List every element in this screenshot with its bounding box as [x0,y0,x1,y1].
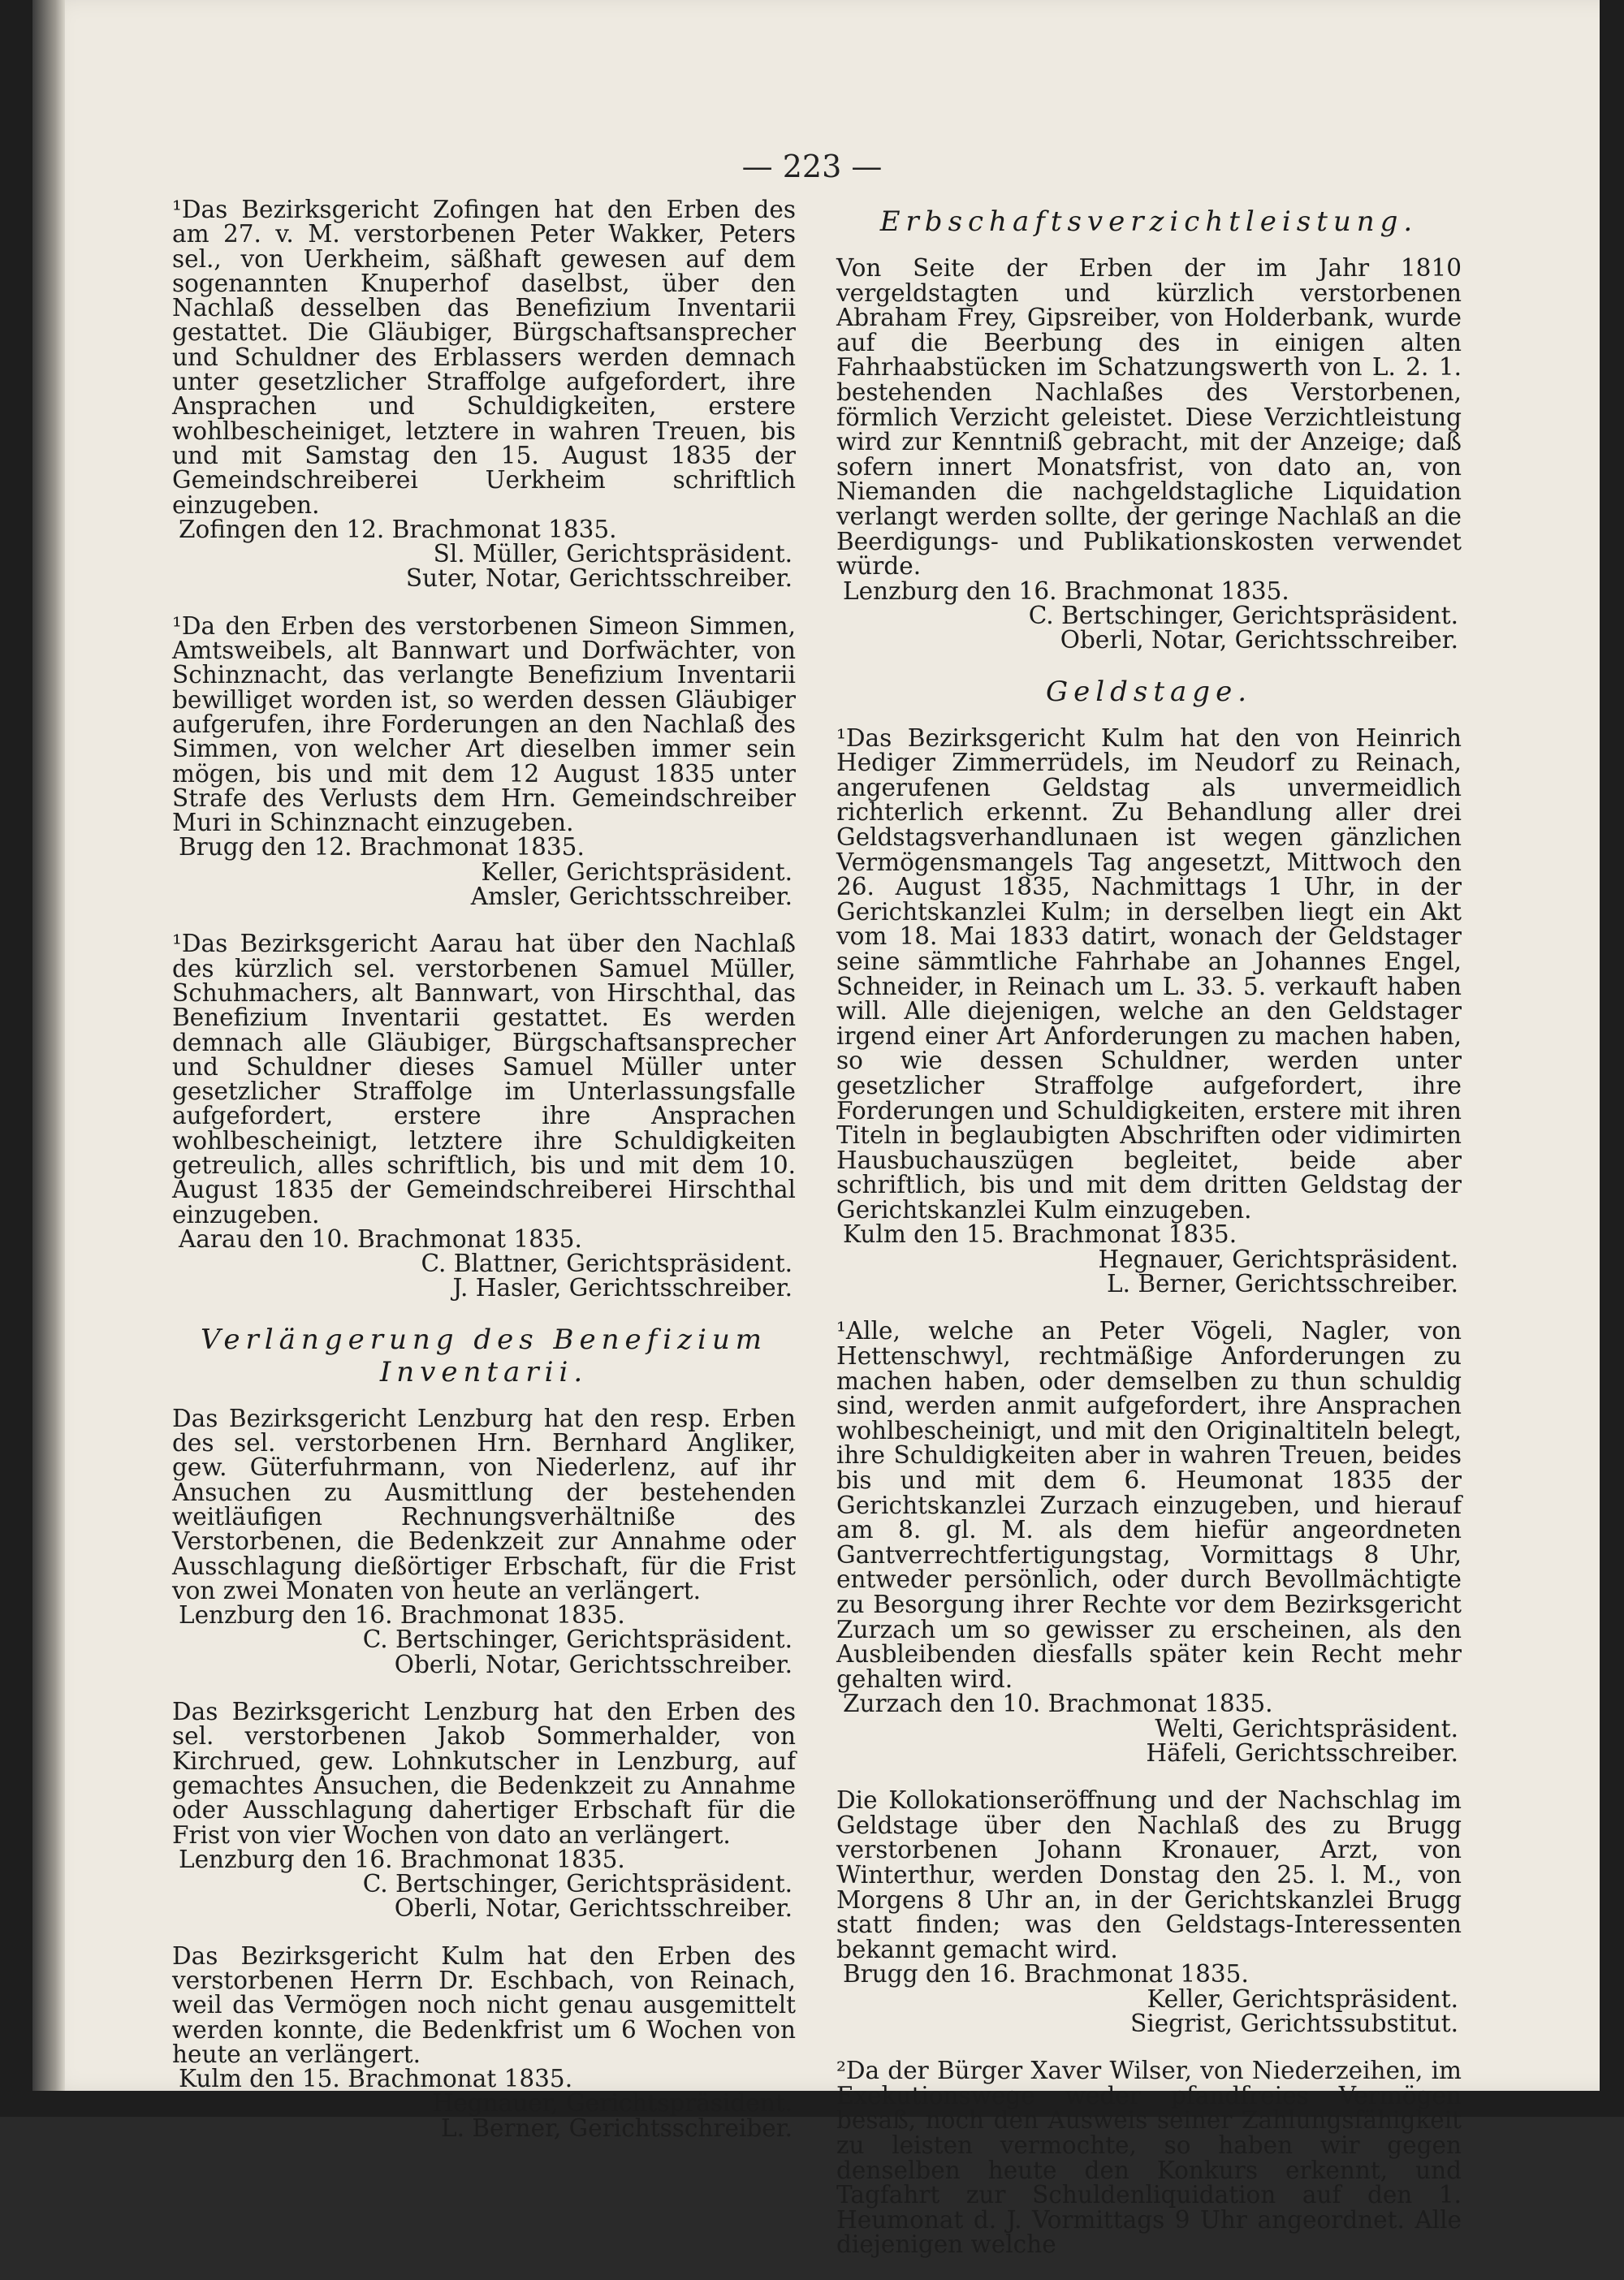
binding-gutter [32,0,65,2091]
signature-line: C. Bertschinger, Gerichtspräsident. [362,1626,793,1654]
right-column [836,197,1462,2280]
notice-brugg-simmen [172,611,796,911]
signature-line: L. Berner, Gerichtsschreiber. [1107,1270,1458,1298]
notice-dateline: Brugg den 12. Brachmonat 1835. [179,833,585,861]
notice-wilser-konkurs [836,2058,1462,2257]
notice-signatures [172,2091,796,2140]
notice-kulm-eschbach [172,1941,796,2142]
notice-body: ¹Da den Erben des verstorbenen Simeon Simmen, Amtsweibels, alt Bannwart und Dorfwächter, von Schinznacht, das verlangte Benefizium Inventarii bewilliget worden ist, so werden dessen Gläubiger aufgerufen, ihre Forderungen an den Nachlaß des Simmen, von welcher Art dieselben immer sein mögen, bis und mit dem 12 August 1835 unter Strafe des Verlusts dem Hrn. Gemeindschreiber Muri in Schinznacht einzugeben. [172,611,796,837]
signature-line: Keller, Gerichtspräsident. [481,857,793,886]
notice-lenzburg-angliker [172,1406,796,1677]
notice-signatures [836,1716,1462,1766]
notice-signatures [172,1627,796,1677]
notice-body: ²Da der Bürger Xaver Wilser, von Niederzeihen, im Exekutionswege weder pfandfreies Vermögen besaß, noch den Ausweis seiner Zahlungsfähigkeit zu leisten vermochte, so haben wir gegen denselben heute den Konkurs erkennt, und Tagfahrt zur Schuldenliquidation auf den 1. Heumonat d. J. Vormittags 9 Uhr angeordnet. Alle diejenigen welche [836,2057,1462,2259]
notice-body: Das Bezirksgericht Lenzburg hat den resp. Erben des sel. verstorbenen Hrn. Bernhard Angliker, gew. Güterfuhrmann, von Niederlenz, auf ihr Ansuchen zu Ausmittlung der bestehenden weitläufigen Rechnungsverhältniße des Verstorbenen, die Bedenkzeit zur Annahme oder Ausschlagung dießörtiger Erbschaft, für die Frist von zwei Monaten von heute an verlängert. [172,1404,796,1604]
notice-body: ¹Das Bezirksgericht Kulm hat den von Heinrich Hediger Zimmerrüdels, im Neudorf zu Reinach, angerufenen Geldstag als unvermeidlich richterlich erkennt. Zu Behandlung aller drei Geldstagsverhandlunaen ist wegen gänzlichen Vermögensmangels Tag angesetzt, Mittwoch den 26. August 1835, Nachmittags 1 Uhr, in der Gerichtskanzlei Kulm; in derselben liegt ein Akt vom 18. Mai 1833 datirt, wonach der Geldstager seine sämmtliche Fahrhabe an Johannes Engel, Schneider, in Reinach um L. 33. 5. verkauft haben will. Alle diejenigen, welche an den Geldstager irgend einer Art Anforderungen zu machen haben, so wie dessen Schuldner, werden unter gesetzlicher Straffolge aufgefordert, ihre Forderungen und Schuldigkeiten, erstere mit ihren Titeln in beglaubigten Abschriften oder vidimirten Hausbuchauszügen begleitet, beide aber schriftlich, bis und mit dem dritten Geldstag der Gerichtskanzlei Kulm einzugeben. [836,723,1462,1224]
section-heading-erbschaftsverzicht: Erbschaftsverzichtleistung. [879,205,1419,238]
notice-dateline: Kulm den 15. Brachmonat 1835. [179,2065,573,2093]
notice-signatures [836,603,1462,653]
notice-body: Von Seite der Erben der im Jahr 1810 vergeldstagten und kürzlich verstorbenen Abraham Frey, Gipsreiber, von Holderbank, wurde auf die Beerbung des in einigen alten Fahrhaabstücken im Schatzungswerth von L. 2. 1. bestehenden Nachlaßes des Verstorbenen, förmlich Verzicht geleistet. Diese Verzichtleistung wird zur Kenntniß gebracht, mit der Anzeige; daß sofern innert Monatsfrist, von dato an, von Niemanden die nachgeldstagliche Liquidation verlangt werden sollte, der geringe Nachlaß an die Beerdigungs- und Publikationskosten verwendet würde. [836,254,1462,581]
notice-brugg-kronauer [836,1788,1462,2036]
signature-line: Oberli, Notar, Gerichtsschreiber. [1060,626,1458,654]
notice-body: Das Bezirksgericht Lenzburg hat den Erben des sel. verstorbenen Jakob Sommerhalder, von Kirchrued, gew. Lohnkutscher in Lenzburg, auf gemachtes Ansuchen, die Bedenkzeit zu Annahme oder Ausschlagung dahertiger Erbschaft für die Frist von vier Wochen von dato an verlängert. [172,1698,796,1849]
notice-lenzburg-frey [836,256,1462,653]
signature-line: Hegnauer, Gerichtspräsident. [1098,1245,1458,1273]
notice-body: ¹Alle, welche an Peter Vögeli, Nagler, von Hettenschwyl, rechtmäßige Anforderungen zu machen haben, oder demselben zu thun schuldig sind, werden anmit aufgefordert, ihre Ansprachen wohlbescheinigt, und mit den Originaltiteln belegt, ihre Schuldigkeiten aber in wahren Treuen, beides bis und mit dem 6. Heumonat 1835 der Gerichtskanzlei Zurzach einzugeben, und hierauf am 8. gl. M. als dem hiefür angeordneten Gantverrechtfertigungstag, Vormittags 8 Uhr, entweder persönlich, oder durch Bevollmächtigte zu Besorgung ihrer Rechte vor dem Bezirksgericht Zurzach um so gewisser zu erscheinen, als den Ausbleibenden diesfalls später kein Recht mehr gehalten wird. [836,1317,1462,1693]
signature-line: Oberli, Notar, Gerichtsschreiber. [394,1650,793,1678]
notice-lenzburg-sommerhalder [172,1699,796,1921]
notice-dateline: Lenzburg den 16. Brachmonat 1835. [843,576,1289,605]
signature-line: Amsler, Gerichtsschreiber. [470,883,793,911]
signature-line: Oberli, Notar, Gerichtsschreiber. [394,1894,793,1923]
left-column [172,197,796,2163]
notice-signatures [172,542,796,591]
notice-zofingen [172,197,796,591]
section-heading-geldstage: Geldstage. [1046,675,1252,708]
notice-dateline: Aarau den 10. Brachmonat 1835. [179,1224,582,1253]
notice-dateline: Lenzburg den 16. Brachmonat 1835. [179,1845,625,1873]
notice-dateline: Zurzach den 10. Brachmonat 1835. [843,1690,1273,1718]
signature-line: J. Hasler, Gerichtsschreiber. [452,1274,793,1302]
notice-dateline: Kulm den 15. Brachmonat 1835. [843,1220,1237,1249]
notice-body: ¹Das Bezirksgericht Zofingen hat den Erben des am 27. v. M. verstorbenen Peter Wakker, Peters sel., von Uerkheim, säßhaft gewesen auf dem sogenannten Knuperhof daselbst, über den Nachlaß desselben das Benefizium Inventarii gestattet. Die Gläubiger, Bürgschaftsansprecher und Schuldner des Erblassers werden demnach unter gesetzlicher Straffolge aufgefordert, ihre Ansprachen und Schuldigkeiten, erstere wohlbescheiniget, letztere in wahren Treuen, bis und mit Samstag den 15. August 1835 der Gemeindschreiberei Uerkheim schriftlich einzugeben. [172,196,796,519]
notice-zurzach-voegeli [836,1319,1462,1765]
signature-line: C. Bertschinger, Gerichtspräsident. [362,1870,793,1898]
signature-line: C. Blattner, Gerichtspräsident. [421,1250,793,1278]
notice-aarau [172,931,796,1300]
signature-line: Sl. Müller, Gerichtspräsident. [433,540,793,568]
notice-body: Das Bezirksgericht Kulm hat den Erben des verstorbenen Herrn Dr. Eschbach, von Reinach, weil das Vermögen noch nicht genau ausgemittelt werden konnte, die Bedenkfrist um 6 Wochen von heute an verlängert. [172,1941,796,2068]
notice-kulm-hediger [836,723,1462,1298]
signature-line: Hegnauer, Gerichtspräsident. [432,2089,793,2118]
notice-body: Die Kollokationseröffnung und der Nachschlag im Geldstage über den Nachlaß des zu Brugg verstorbenen Johann Kronauer, Arzt, von Winterthur, werden Donstag den 25. l. M., von Morgens 8 Uhr an, in der Gerichtskanzlei Brugg statt finden; was den Geldstags-Interessenten bekannt gemacht wird. [836,1786,1462,1963]
signature-line: Welti, Gerichtspräsident. [1155,1714,1458,1742]
signature-line: Siegrist, Gerichtssubstitut. [1130,2009,1458,2037]
notice-dateline: Lenzburg den 16. Brachmonat 1835. [179,1601,625,1630]
section-heading-verlaengerung: Verlängerung des Benefizium Inventarii. [200,1323,767,1388]
notice-signatures [172,1251,796,1301]
notice-dateline: Zofingen den 12. Brachmonat 1835. [179,515,617,543]
notice-body: ¹Das Bezirksgericht Aarau hat über den Nachlaß des kürzlich sel. verstorbenen Samuel Müller, Schuhmachers, alt Bannwart, von Hirschthal, das Benefizium Inventarii gestattet. Es werden demnach alle Gläubiger, Bürgschaftsansprecher und Schuldner dieses Samuel Müller unter gesetzlicher Straffolge im Unterlassungsfalle aufgefordert, erstere ihre Ansprachen wohlbescheinigt, letztere ihre Schuldigkeiten getreulich, alles schriftlich, bis und mit dem 10. August 1835 der Gemeindschreiberei Hirschthal einzugeben. [172,930,796,1229]
notice-dateline: Brugg den 16. Brachmonat 1835. [843,1960,1249,1989]
signature-line: Suter, Notar, Gerichtsschreiber. [405,564,793,593]
signature-line: C. Bertschinger, Gerichtspräsident. [1028,602,1458,630]
signature-line: Keller, Gerichtspräsident. [1147,1984,1458,2013]
page-number: — 223 — [741,149,883,184]
notice-signatures [172,857,796,911]
signature-line: L. Berner, Gerichtsschreiber. [441,2114,793,2142]
notice-signatures [836,1247,1462,1297]
notice-signatures [172,1872,796,1921]
signature-line: Häfeli, Gerichtsschreiber. [1146,1738,1458,1767]
notice-signatures [836,1984,1462,2037]
